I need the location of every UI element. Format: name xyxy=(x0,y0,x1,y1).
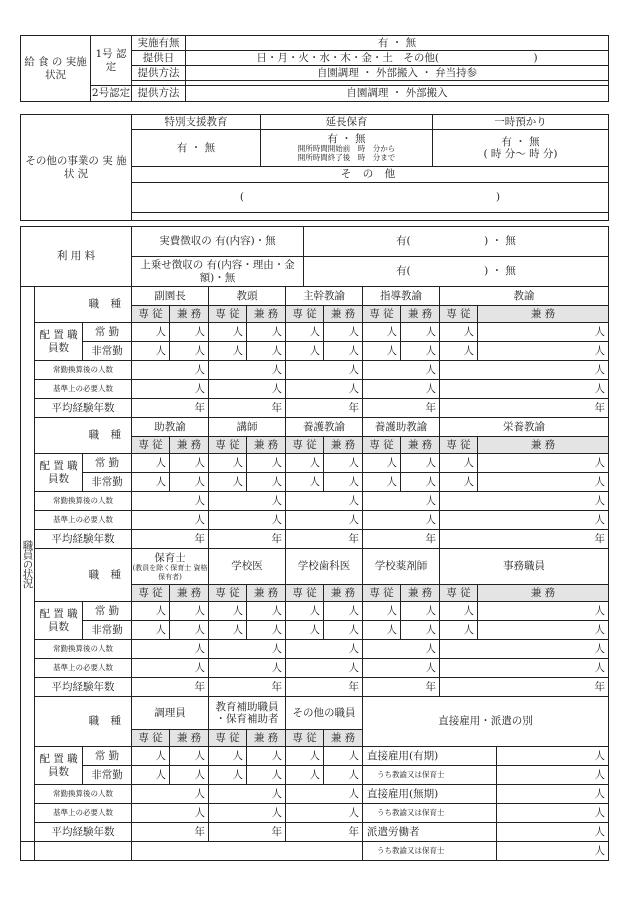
senju-count[interactable]: 人 xyxy=(286,766,324,785)
row-label: 実施有無 xyxy=(132,36,186,51)
senju-count[interactable]: 人 xyxy=(132,747,170,766)
position-header: 主幹教諭 xyxy=(286,287,363,306)
senju-header: 専 従 xyxy=(440,437,478,454)
position-header: 養護教諭 xyxy=(286,418,363,437)
senju-count[interactable]: 人 xyxy=(209,747,247,766)
sonota-value[interactable]: ( ) xyxy=(132,183,609,213)
senju-count[interactable]: 人 xyxy=(363,323,401,342)
meal-table xyxy=(20,35,609,102)
hiring-label: 直接雇用(無期) xyxy=(363,785,497,804)
kenmu-header: 兼 務 xyxy=(247,730,286,747)
sonota-header: そ の 他 xyxy=(132,167,609,183)
kenmu-header: 兼 務 xyxy=(247,306,286,323)
kenmu-count[interactable]: 人 xyxy=(170,473,209,492)
kenmu-header: 兼 務 xyxy=(401,585,440,602)
total-value[interactable]: 人 xyxy=(440,640,609,659)
hiring-label: うち教諭又は保育士 xyxy=(363,766,497,785)
kenmu-count[interactable]: 人 xyxy=(170,454,209,473)
senju-count[interactable]: 人 xyxy=(440,454,478,473)
kenmu-count[interactable]: 人 xyxy=(324,621,363,640)
senju-count[interactable]: 人 xyxy=(132,621,170,640)
hiring-header: 直接雇用・派遣の別 xyxy=(363,697,609,747)
row-label: 提供日 xyxy=(132,51,186,66)
shokushu-label: 職 種 xyxy=(35,697,132,747)
hoikushi-note: (教員を除く保育士 資格保有者) xyxy=(132,564,208,581)
kenmu-header: 兼 務 xyxy=(478,437,609,454)
kansan-label: 常勤換算後の人数 xyxy=(35,640,132,659)
haichi-label: 配 置 職員数 xyxy=(35,323,83,361)
haichi-label: 配 置 職員数 xyxy=(35,602,83,640)
senju-count[interactable]: 人 xyxy=(363,602,401,621)
kenmu-count[interactable]: 人 xyxy=(247,342,286,361)
kenmu-header: 兼 務 xyxy=(170,437,209,454)
senju-count[interactable]: 人 xyxy=(132,602,170,621)
position-header: 養護助教諭 xyxy=(363,418,440,437)
senju-header: 専 従 xyxy=(132,730,170,747)
kenmu-count[interactable]: 人 xyxy=(324,323,363,342)
total-value[interactable]: 年 xyxy=(132,678,209,697)
senju-count[interactable]: 人 xyxy=(209,454,247,473)
senju-header: 専 従 xyxy=(132,306,170,323)
total-value[interactable]: 年 xyxy=(363,530,440,549)
senju-header: 専 従 xyxy=(209,585,247,602)
senju-count[interactable]: 人 xyxy=(286,323,324,342)
haichi-label: 配 置 職員数 xyxy=(35,454,83,492)
senju-header: 専 従 xyxy=(209,306,247,323)
total-value[interactable]: 人 xyxy=(363,640,440,659)
encho-start[interactable]: 開所時間開始前 時 分から xyxy=(297,144,396,154)
senju-count[interactable]: 人 xyxy=(132,766,170,785)
jokin-label: 常 勤 xyxy=(83,602,132,621)
total-value[interactable]: 人 xyxy=(132,785,209,804)
kenmu-count[interactable]: 人 xyxy=(324,342,363,361)
hiring-label: うち教諭又は保育士 xyxy=(363,804,497,823)
kenmu-header: 兼 務 xyxy=(170,730,209,747)
kenmu-count[interactable]: 人 xyxy=(170,602,209,621)
kenmu-count[interactable]: 人 xyxy=(401,621,440,640)
total-value[interactable]: 年 xyxy=(132,530,209,549)
senju-header: 専 従 xyxy=(440,585,478,602)
hiring-label: 直接雇用(有期) xyxy=(363,747,497,766)
kenmu-count[interactable]: 人 xyxy=(324,473,363,492)
kenmu-count[interactable]: 人 xyxy=(247,454,286,473)
senju-count[interactable]: 人 xyxy=(286,602,324,621)
hiring-count[interactable]: 人 xyxy=(497,823,609,842)
senju-header: 専 従 xyxy=(440,306,478,323)
total-value[interactable]: 人 xyxy=(132,804,209,823)
senju-count[interactable]: 人 xyxy=(132,323,170,342)
fees-table xyxy=(20,226,609,287)
senju-count[interactable]: 人 xyxy=(440,602,478,621)
senju-count[interactable]: 人 xyxy=(209,766,247,785)
total-value[interactable]: 年 xyxy=(363,678,440,697)
total-value[interactable]: 人 xyxy=(286,361,363,380)
kenmu-count[interactable]: 人 xyxy=(247,602,286,621)
total-value[interactable]: 人 xyxy=(286,659,363,678)
total-value[interactable]: 人 xyxy=(132,380,209,399)
haichi-label: 配 置 職員数 xyxy=(35,747,83,785)
row-value[interactable]: 日・月・火・水・木・金・土 その他( ) xyxy=(186,51,609,66)
kenmu-count[interactable]: 人 xyxy=(247,766,286,785)
senju-count[interactable]: 人 xyxy=(209,621,247,640)
ichiji-value[interactable]: 有 ・ 無 xyxy=(501,135,540,148)
senju-header: 専 従 xyxy=(286,585,324,602)
kenmu-count[interactable]: 人 xyxy=(324,454,363,473)
kenmu-count[interactable]: 人 xyxy=(478,621,609,640)
senju-count[interactable]: 人 xyxy=(440,621,478,640)
total-value[interactable]: 人 xyxy=(363,659,440,678)
hiring-label: 派遣労働者 xyxy=(363,823,497,842)
hiring-count[interactable]: 人 xyxy=(497,766,609,785)
kenmu-header: 兼 務 xyxy=(324,437,363,454)
total-value[interactable]: 人 xyxy=(132,492,209,511)
total-value[interactable]: 人 xyxy=(286,492,363,511)
kenmu-count[interactable]: 人 xyxy=(478,473,609,492)
senju-header: 専 従 xyxy=(132,437,170,454)
other-section-label: その他の事業の 実 施 状 況 xyxy=(21,115,132,221)
hiring-count[interactable]: 人 xyxy=(497,747,609,766)
total-value[interactable]: 年 xyxy=(440,678,609,697)
total-value[interactable]: 人 xyxy=(363,361,440,380)
position-name: 保育士 xyxy=(154,552,186,565)
senju-count[interactable]: 人 xyxy=(286,342,324,361)
total-value[interactable]: 人 xyxy=(286,785,363,804)
tokubetsu-header: 特別支援教育 xyxy=(132,115,261,130)
shokushu-label: 職 種 xyxy=(35,549,132,602)
hijokin-label: 非常勤 xyxy=(83,766,132,785)
total-value[interactable]: 人 xyxy=(209,492,286,511)
keiken-label: 平均経験年数 xyxy=(35,530,132,549)
total-value[interactable]: 年 xyxy=(132,823,209,842)
kansan-label: 常勤換算後の人数 xyxy=(35,785,132,804)
row-value[interactable]: 自園調理 ・ 外部搬入 xyxy=(186,86,609,102)
total-value[interactable]: 人 xyxy=(132,640,209,659)
row-value[interactable]: 自園調理 ・ 外部搬入 ・ 弁当持参 xyxy=(186,66,609,81)
senju-header: 専 従 xyxy=(363,585,401,602)
kenmu-count[interactable]: 人 xyxy=(324,602,363,621)
senju-header: 専 従 xyxy=(286,730,324,747)
kenmu-header: 兼 務 xyxy=(170,585,209,602)
meal-section-label: 給 食 の 実施状況 xyxy=(21,36,91,102)
position-header: 学校薬剤師 xyxy=(363,549,440,585)
position-header: 栄養教諭 xyxy=(440,418,609,437)
position-header: 教諭 xyxy=(440,287,609,306)
kenmu-count[interactable]: 人 xyxy=(170,342,209,361)
shokushu-label: 職 種 xyxy=(35,287,132,323)
kenmu-count[interactable]: 人 xyxy=(478,454,609,473)
kenmu-count[interactable]: 人 xyxy=(247,323,286,342)
senju-header: 専 従 xyxy=(132,585,170,602)
senju-count[interactable]: 人 xyxy=(286,747,324,766)
uwanose-label: 上乗せ徴収の 有(内容・理由・金額)・無 xyxy=(132,257,304,287)
go1-label: 1号 認定 xyxy=(91,36,132,86)
ichiji-time[interactable]: ( 時 分～ 時 分) xyxy=(483,148,558,160)
kenmu-header: 兼 務 xyxy=(401,437,440,454)
senju-header: 専 従 xyxy=(286,306,324,323)
senju-count[interactable]: 人 xyxy=(440,323,478,342)
total-value[interactable]: 人 xyxy=(209,659,286,678)
total-value[interactable]: 人 xyxy=(209,361,286,380)
total-value[interactable]: 人 xyxy=(132,511,209,530)
senju-header: 専 従 xyxy=(286,437,324,454)
kijun-label: 基準上の必要人数 xyxy=(35,659,132,678)
kenmu-count[interactable]: 人 xyxy=(401,602,440,621)
position-header: 助教諭 xyxy=(132,418,209,437)
row-value[interactable]: 有 ・ 無 xyxy=(186,36,609,51)
senju-header: 専 従 xyxy=(209,730,247,747)
senju-header: 専 従 xyxy=(363,306,401,323)
total-value[interactable]: 年 xyxy=(440,530,609,549)
kenmu-header: 兼 務 xyxy=(247,437,286,454)
senju-count[interactable]: 人 xyxy=(363,342,401,361)
position-header: 指導教諭 xyxy=(363,287,440,306)
total-value[interactable]: 人 xyxy=(209,804,286,823)
kenmu-count[interactable]: 人 xyxy=(170,747,209,766)
total-value[interactable]: 人 xyxy=(209,511,286,530)
kenmu-count[interactable]: 人 xyxy=(247,621,286,640)
total-value[interactable]: 人 xyxy=(440,380,609,399)
hiring-label: うち教諭又は保育士 xyxy=(363,842,497,861)
total-value[interactable]: 年 xyxy=(286,399,363,418)
total-value[interactable]: 年 xyxy=(286,678,363,697)
total-value[interactable]: 年 xyxy=(440,399,609,418)
kenmu-count[interactable]: 人 xyxy=(401,473,440,492)
jippi-value[interactable]: 有( ) ・ 無 xyxy=(304,227,609,257)
position-header: その他の職員 xyxy=(286,697,363,730)
total-value[interactable]: 人 xyxy=(209,785,286,804)
total-value[interactable]: 年 xyxy=(209,823,286,842)
kijun-label: 基準上の必要人数 xyxy=(35,804,132,823)
ichiji-cell[interactable] xyxy=(433,130,609,167)
senju-count[interactable]: 人 xyxy=(363,454,401,473)
senju-count[interactable]: 人 xyxy=(209,323,247,342)
total-value[interactable]: 年 xyxy=(132,399,209,418)
kenmu-count[interactable]: 人 xyxy=(401,323,440,342)
total-value[interactable]: 人 xyxy=(440,511,609,530)
total-value[interactable]: 年 xyxy=(209,399,286,418)
go2-label: 2号認定 xyxy=(91,86,132,102)
row-label: 提供方法 xyxy=(132,66,186,81)
senju-count[interactable]: 人 xyxy=(132,473,170,492)
kijun-label: 基準上の必要人数 xyxy=(35,511,132,530)
shokushu-label: 職 種 xyxy=(35,418,132,454)
senju-header: 専 従 xyxy=(363,437,401,454)
encho-cell[interactable] xyxy=(261,130,433,167)
kenmu-count[interactable]: 人 xyxy=(247,473,286,492)
hijokin-label: 非常勤 xyxy=(83,473,132,492)
kenmu-count[interactable]: 人 xyxy=(170,766,209,785)
total-value[interactable]: 人 xyxy=(209,380,286,399)
kenmu-count[interactable]: 人 xyxy=(324,766,363,785)
position-header: 学校医 xyxy=(209,549,286,585)
keiken-label: 平均経験年数 xyxy=(35,678,132,697)
row-label: 提供方法 xyxy=(132,86,186,102)
total-value[interactable]: 人 xyxy=(132,361,209,380)
position-header: 副園長 xyxy=(132,287,209,306)
kenmu-count[interactable]: 人 xyxy=(478,323,609,342)
total-value[interactable]: 人 xyxy=(363,511,440,530)
senju-count[interactable]: 人 xyxy=(363,473,401,492)
total-value[interactable]: 人 xyxy=(286,511,363,530)
jokin-label: 常 勤 xyxy=(83,323,132,342)
senju-count[interactable]: 人 xyxy=(286,621,324,640)
hiring-count[interactable]: 人 xyxy=(497,804,609,823)
total-value[interactable]: 人 xyxy=(363,492,440,511)
total-value[interactable]: 年 xyxy=(286,530,363,549)
encho-value[interactable]: 有 ・ 無 xyxy=(327,133,366,146)
kansan-label: 常勤換算後の人数 xyxy=(35,361,132,380)
keiken-label: 平均経験年数 xyxy=(35,823,132,842)
hijokin-label: 非常勤 xyxy=(83,342,132,361)
kenmu-count[interactable]: 人 xyxy=(478,342,609,361)
total-value[interactable]: 年 xyxy=(286,823,363,842)
senju-header: 専 従 xyxy=(209,437,247,454)
kenmu-count[interactable]: 人 xyxy=(401,454,440,473)
encho-header: 延長保育 xyxy=(261,115,433,130)
kenmu-header: 兼 務 xyxy=(478,585,609,602)
kenmu-header: 兼 務 xyxy=(324,730,363,747)
kenmu-header: 兼 務 xyxy=(478,306,609,323)
kenmu-count[interactable]: 人 xyxy=(401,342,440,361)
total-value[interactable]: 人 xyxy=(440,361,609,380)
senju-count[interactable]: 人 xyxy=(286,454,324,473)
hijokin-label: 非常勤 xyxy=(83,621,132,640)
hiring-count[interactable]: 人 xyxy=(497,842,609,861)
jokin-label: 常 勤 xyxy=(83,454,132,473)
kenmu-count[interactable]: 人 xyxy=(247,747,286,766)
total-value[interactable]: 年 xyxy=(209,530,286,549)
ichiji-header: 一時預かり xyxy=(433,115,609,130)
senju-count[interactable]: 人 xyxy=(209,473,247,492)
kenmu-count[interactable]: 人 xyxy=(478,602,609,621)
kenmu-count[interactable]: 人 xyxy=(170,323,209,342)
hiring-count[interactable]: 人 xyxy=(497,785,609,804)
other-programs-table xyxy=(20,114,609,221)
total-value[interactable]: 人 xyxy=(209,640,286,659)
position-header: 教育補助職員 ・保育補助者 xyxy=(209,697,286,730)
senju-count[interactable]: 人 xyxy=(363,621,401,640)
kijun-label: 基準上の必要人数 xyxy=(35,380,132,399)
position-header: 学校歯科医 xyxy=(286,549,363,585)
staff-section-label: 職員の状況 xyxy=(21,287,35,842)
kenmu-count[interactable]: 人 xyxy=(324,747,363,766)
total-value[interactable]: 人 xyxy=(440,659,609,678)
kenmu-header: 兼 務 xyxy=(170,306,209,323)
position-header: 調理員 xyxy=(132,697,209,730)
senju-count[interactable]: 人 xyxy=(440,473,478,492)
staff-table xyxy=(20,286,609,861)
total-value[interactable]: 人 xyxy=(286,380,363,399)
jippi-label: 実費徴収の 有(内容)・無 xyxy=(132,227,304,257)
total-value[interactable]: 年 xyxy=(209,678,286,697)
fees-section-label: 利 用 料 xyxy=(21,227,132,287)
total-value[interactable]: 年 xyxy=(363,399,440,418)
encho-end[interactable]: 開所時間終了後 時 分まで xyxy=(297,153,396,163)
position-header: 教頭 xyxy=(209,287,286,306)
keiken-label: 平均経験年数 xyxy=(35,399,132,418)
senju-count[interactable]: 人 xyxy=(440,342,478,361)
senju-count[interactable]: 人 xyxy=(286,473,324,492)
jokin-label: 常 勤 xyxy=(83,747,132,766)
senju-count[interactable]: 人 xyxy=(132,454,170,473)
senju-count[interactable]: 人 xyxy=(209,342,247,361)
total-value[interactable]: 人 xyxy=(363,380,440,399)
uwanose-value[interactable]: 有( ) ・ 無 xyxy=(304,257,609,287)
senju-count[interactable]: 人 xyxy=(209,602,247,621)
kenmu-header: 兼 務 xyxy=(324,585,363,602)
total-value[interactable]: 人 xyxy=(132,659,209,678)
kenmu-header: 兼 務 xyxy=(247,585,286,602)
position-header: 講師 xyxy=(209,418,286,437)
tokubetsu-value[interactable]: 有 ・ 無 xyxy=(132,130,261,167)
total-value[interactable]: 人 xyxy=(440,492,609,511)
kansan-label: 常勤換算後の人数 xyxy=(35,492,132,511)
senju-count[interactable]: 人 xyxy=(132,342,170,361)
kenmu-count[interactable]: 人 xyxy=(170,621,209,640)
position-header: 事務職員 xyxy=(440,549,609,585)
total-value[interactable]: 人 xyxy=(286,640,363,659)
total-value[interactable]: 人 xyxy=(286,804,363,823)
kenmu-header: 兼 務 xyxy=(324,306,363,323)
kenmu-header: 兼 務 xyxy=(401,306,440,323)
position-header xyxy=(132,549,209,585)
